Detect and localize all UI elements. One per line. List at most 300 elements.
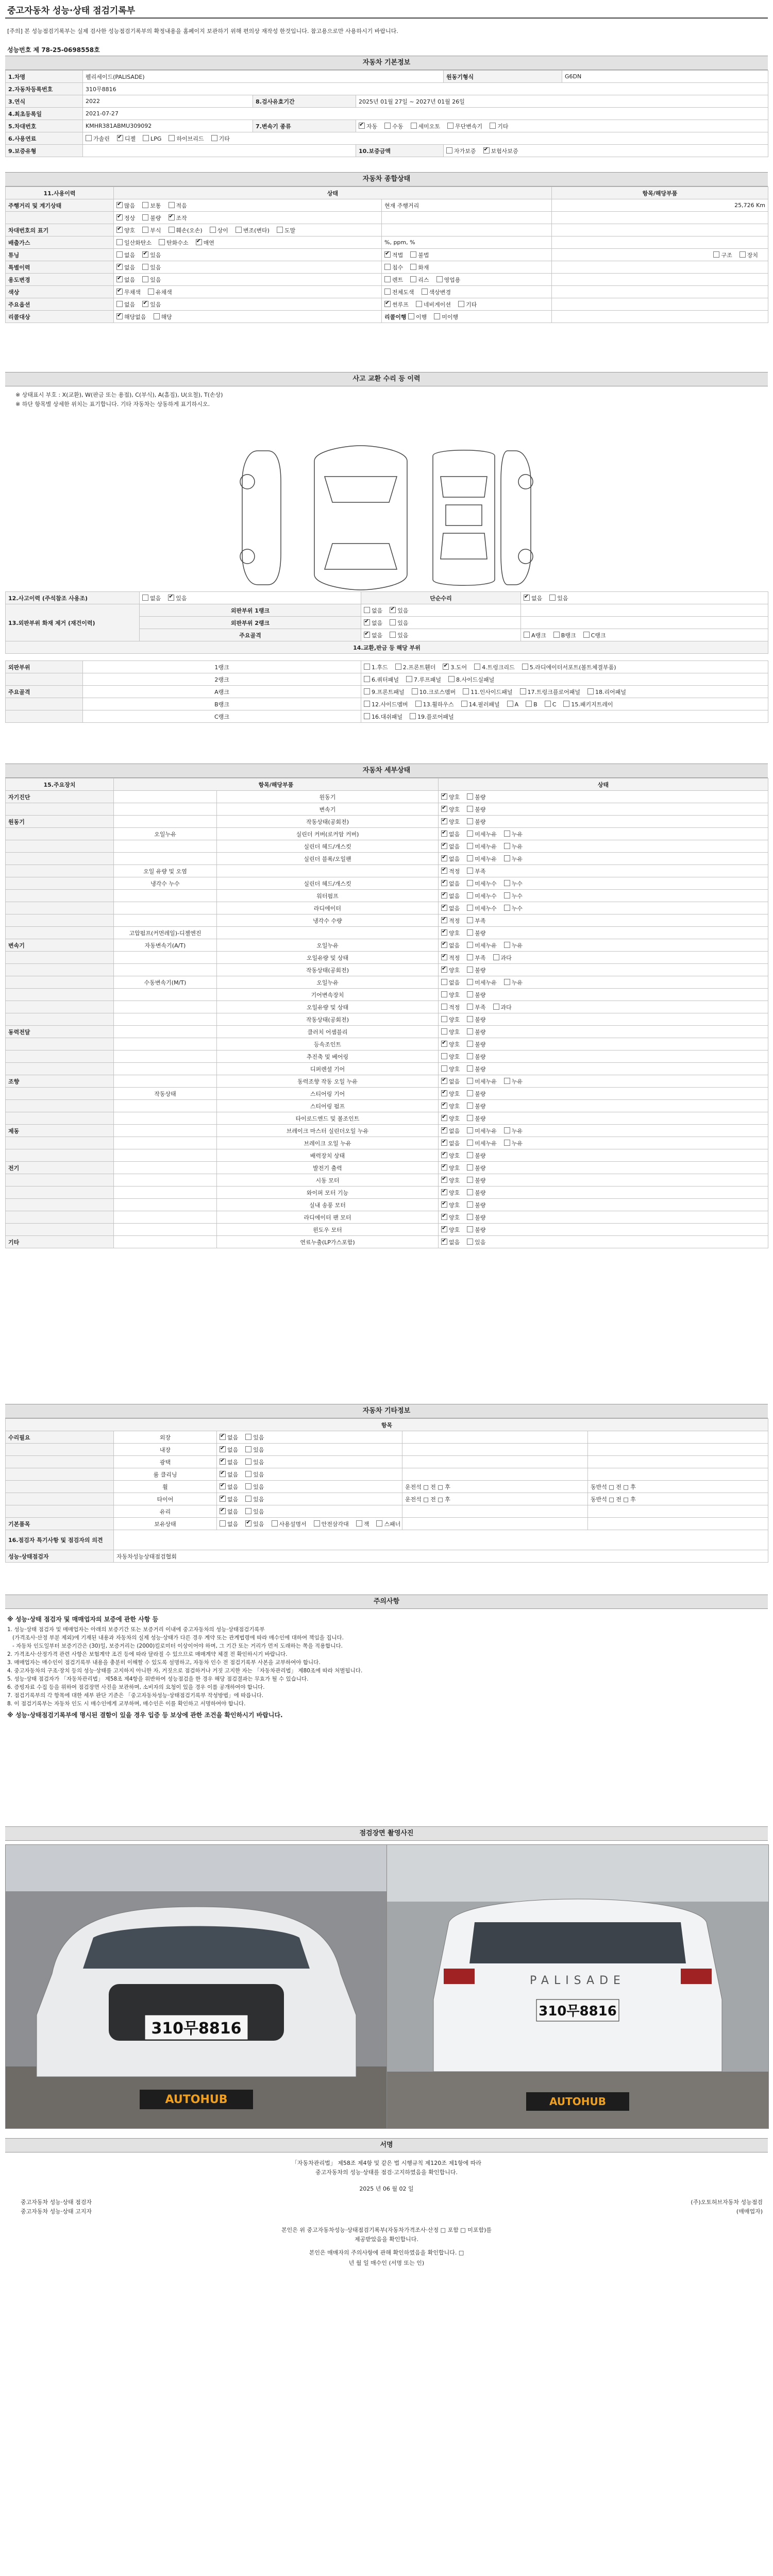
checkbox-icon[interactable] [410, 713, 416, 719]
checkbox-icon[interactable] [493, 954, 499, 960]
option[interactable] [441, 966, 460, 974]
option[interactable] [520, 688, 581, 696]
option[interactable] [441, 1028, 460, 1036]
option[interactable] [395, 663, 436, 671]
checkbox-icon[interactable] [364, 688, 370, 694]
option[interactable] [467, 1139, 497, 1147]
option[interactable] [441, 954, 460, 962]
checkbox-icon[interactable] [483, 147, 490, 154]
checkbox-icon[interactable] [410, 264, 416, 270]
checkbox-icon[interactable] [245, 1446, 251, 1452]
option[interactable] [441, 1077, 460, 1086]
checkbox-icon[interactable] [441, 1177, 447, 1183]
option[interactable] [493, 954, 512, 962]
option[interactable] [116, 263, 135, 272]
checkbox-icon[interactable] [384, 289, 391, 295]
checkbox-icon[interactable] [441, 868, 447, 874]
checkbox-icon[interactable] [507, 701, 513, 707]
option[interactable] [364, 619, 382, 627]
checkbox-icon[interactable] [467, 1028, 473, 1035]
checkbox-icon[interactable] [467, 892, 473, 899]
option[interactable] [467, 867, 485, 875]
checkbox-icon[interactable] [441, 929, 447, 936]
checkbox-icon[interactable] [142, 202, 148, 208]
option[interactable] [314, 1520, 349, 1528]
checkbox-icon[interactable] [116, 202, 123, 208]
option[interactable] [446, 147, 476, 155]
checkbox-icon[interactable] [504, 1078, 510, 1084]
checkbox-icon[interactable] [220, 1496, 226, 1502]
checkbox-icon[interactable] [210, 227, 216, 233]
checkbox-icon[interactable] [467, 1103, 473, 1109]
checkbox-icon[interactable] [411, 123, 417, 129]
option[interactable] [434, 313, 458, 321]
option[interactable] [142, 214, 161, 222]
option[interactable] [359, 122, 377, 130]
checkbox-icon[interactable] [159, 239, 165, 245]
option[interactable] [441, 1226, 460, 1234]
option[interactable] [507, 701, 519, 708]
option[interactable] [422, 288, 451, 296]
option[interactable] [467, 1003, 485, 1011]
checkbox-icon[interactable] [504, 1127, 510, 1133]
option[interactable] [211, 134, 230, 143]
checkbox-icon[interactable] [116, 264, 123, 270]
checkbox-icon[interactable] [272, 1520, 278, 1527]
option[interactable] [364, 700, 408, 708]
option[interactable] [461, 700, 500, 708]
option[interactable] [441, 1003, 460, 1011]
option[interactable] [116, 214, 135, 222]
option[interactable] [245, 1433, 264, 1442]
option[interactable] [504, 830, 523, 838]
checkbox-icon[interactable] [441, 818, 447, 824]
checkbox-icon[interactable] [467, 1164, 473, 1171]
checkbox-icon[interactable] [520, 688, 526, 694]
option[interactable] [245, 1507, 264, 1516]
checkbox-icon[interactable] [467, 917, 473, 923]
option[interactable] [504, 892, 523, 900]
option[interactable] [441, 904, 460, 912]
checkbox-icon[interactable] [376, 1520, 382, 1527]
checkbox-icon[interactable] [474, 664, 480, 670]
checkbox-icon[interactable] [467, 1090, 473, 1096]
option[interactable] [154, 313, 172, 321]
checkbox-icon[interactable] [504, 979, 510, 985]
option[interactable] [376, 1520, 400, 1528]
checkbox-icon[interactable] [116, 289, 123, 295]
checkbox-icon[interactable] [504, 855, 510, 861]
option[interactable] [467, 954, 485, 962]
option[interactable] [412, 688, 456, 696]
option[interactable] [116, 313, 146, 321]
checkbox-icon[interactable] [553, 632, 560, 638]
option[interactable] [364, 675, 399, 684]
checkbox-icon[interactable] [441, 793, 447, 800]
checkbox-icon[interactable] [169, 227, 175, 233]
checkbox-icon[interactable] [441, 1115, 447, 1121]
option[interactable] [143, 135, 161, 142]
option[interactable] [441, 1015, 460, 1024]
checkbox-icon[interactable] [441, 967, 447, 973]
checkbox-icon[interactable] [467, 1127, 473, 1133]
option[interactable] [504, 1127, 523, 1135]
checkbox-icon[interactable] [441, 1239, 447, 1245]
option[interactable] [384, 263, 403, 272]
option[interactable] [86, 134, 110, 143]
checkbox-icon[interactable] [467, 954, 473, 960]
checkbox-icon[interactable] [356, 1520, 362, 1527]
option[interactable] [410, 276, 429, 284]
checkbox-icon[interactable] [441, 1004, 447, 1010]
option[interactable] [390, 606, 408, 615]
checkbox-icon[interactable] [441, 855, 447, 861]
checkbox-icon[interactable] [467, 1201, 473, 1208]
option[interactable] [220, 1495, 238, 1503]
option[interactable] [504, 978, 523, 987]
option[interactable] [220, 1458, 238, 1466]
buyer-sign-line[interactable]: 년 월 일 매수인 (서명 또는 인) [348, 2260, 425, 2266]
option[interactable] [196, 239, 214, 247]
checkbox-icon[interactable] [467, 868, 473, 874]
option[interactable] [441, 978, 460, 987]
option[interactable] [441, 879, 460, 888]
checkbox-icon[interactable] [143, 135, 149, 141]
checkbox-icon[interactable] [408, 313, 414, 319]
option[interactable] [441, 929, 460, 937]
checkbox-icon[interactable] [441, 1041, 447, 1047]
checkbox-icon[interactable] [441, 1078, 447, 1084]
checkbox-icon[interactable] [245, 1471, 251, 1477]
option[interactable] [467, 1040, 485, 1048]
checkbox-icon[interactable] [441, 905, 447, 911]
checkbox-icon[interactable] [245, 1496, 251, 1502]
checkbox-icon[interactable] [583, 632, 590, 638]
option[interactable] [522, 663, 616, 671]
checkbox-icon[interactable] [245, 1508, 251, 1514]
checkbox-icon[interactable] [522, 664, 528, 670]
option[interactable] [447, 122, 482, 130]
option[interactable] [406, 675, 441, 684]
checkbox-icon[interactable] [412, 688, 418, 694]
checkbox-icon[interactable] [168, 595, 174, 601]
checkbox-icon[interactable] [441, 831, 447, 837]
option[interactable] [169, 201, 187, 210]
option[interactable] [467, 892, 497, 900]
checkbox-icon[interactable] [441, 979, 447, 985]
checkbox-icon[interactable] [245, 1459, 251, 1465]
checkbox-icon[interactable] [467, 843, 473, 849]
checkbox-icon[interactable] [169, 202, 175, 208]
option[interactable] [467, 830, 497, 838]
checkbox-icon[interactable] [142, 227, 148, 233]
checkbox-icon[interactable] [441, 991, 447, 997]
checkbox-icon[interactable] [220, 1434, 226, 1440]
option[interactable] [441, 1040, 460, 1048]
option[interactable] [441, 1238, 460, 1246]
option[interactable] [441, 1114, 460, 1123]
checkbox-icon[interactable] [467, 793, 473, 800]
checkbox-icon[interactable] [220, 1508, 226, 1514]
checkbox-icon[interactable] [169, 214, 175, 221]
option[interactable] [504, 1077, 523, 1086]
option[interactable] [467, 842, 497, 851]
option[interactable] [441, 855, 460, 863]
option[interactable] [384, 122, 403, 130]
option[interactable] [411, 122, 441, 130]
option[interactable] [467, 1151, 485, 1160]
checkbox-icon[interactable] [493, 1004, 499, 1010]
option[interactable] [443, 663, 467, 671]
option[interactable] [116, 251, 135, 259]
checkbox-icon[interactable] [467, 991, 473, 997]
option[interactable] [415, 700, 454, 708]
option[interactable] [384, 288, 414, 296]
option[interactable] [441, 830, 460, 838]
checkbox-icon[interactable] [142, 214, 148, 221]
option[interactable] [441, 842, 460, 851]
option[interactable] [220, 1483, 238, 1491]
option[interactable] [713, 251, 732, 259]
checkbox-icon[interactable] [384, 276, 391, 282]
option[interactable] [467, 1028, 485, 1036]
checkbox-icon[interactable] [384, 251, 391, 258]
checkbox-icon[interactable] [467, 929, 473, 936]
checkbox-icon[interactable] [467, 880, 473, 886]
option[interactable] [583, 631, 606, 639]
option[interactable] [168, 594, 187, 602]
option[interactable] [436, 276, 461, 284]
checkbox-icon[interactable] [196, 239, 202, 245]
option[interactable] [467, 929, 485, 937]
checkbox-icon[interactable] [441, 1028, 447, 1035]
option[interactable] [116, 239, 152, 247]
option[interactable] [467, 1189, 485, 1197]
checkbox-icon[interactable] [549, 595, 556, 601]
option[interactable] [384, 300, 409, 309]
checkbox-icon[interactable] [211, 135, 217, 141]
checkbox-icon[interactable] [526, 701, 532, 707]
option[interactable] [220, 1507, 238, 1516]
checkbox-icon[interactable] [563, 701, 569, 707]
option[interactable] [142, 276, 161, 284]
checkbox-icon[interactable] [441, 1016, 447, 1022]
checkbox-icon[interactable] [220, 1459, 226, 1465]
option[interactable] [467, 805, 485, 814]
option[interactable] [116, 300, 135, 309]
option[interactable] [467, 879, 497, 888]
option[interactable] [210, 226, 228, 234]
option[interactable] [467, 818, 485, 826]
checkbox-icon[interactable] [448, 676, 455, 682]
checkbox-icon[interactable] [364, 701, 370, 707]
option[interactable] [467, 1238, 485, 1246]
checkbox-icon[interactable] [390, 607, 396, 613]
checkbox-icon[interactable] [467, 1189, 473, 1195]
option[interactable] [563, 700, 613, 708]
checkbox-icon[interactable] [441, 1090, 447, 1096]
checkbox-icon[interactable] [364, 664, 370, 670]
option[interactable] [483, 147, 518, 155]
checkbox-icon[interactable] [364, 632, 370, 638]
option[interactable] [467, 904, 497, 912]
checkbox-icon[interactable] [116, 276, 123, 282]
option[interactable] [364, 663, 388, 671]
checkbox-icon[interactable] [740, 251, 746, 258]
option[interactable] [463, 688, 512, 696]
checkbox-icon[interactable] [504, 905, 510, 911]
option[interactable] [142, 300, 161, 309]
option[interactable] [220, 1446, 238, 1454]
checkbox-icon[interactable] [142, 264, 148, 270]
option[interactable] [169, 214, 187, 222]
checkbox-icon[interactable] [116, 239, 123, 245]
option[interactable] [467, 1065, 485, 1073]
option[interactable] [467, 1176, 485, 1184]
checkbox-icon[interactable] [467, 1115, 473, 1121]
checkbox-icon[interactable] [117, 135, 123, 141]
checkbox-icon[interactable] [441, 1053, 447, 1059]
option[interactable] [467, 1102, 485, 1110]
checkbox-icon[interactable] [467, 942, 473, 948]
checkbox-icon[interactable] [169, 135, 175, 141]
option[interactable] [117, 134, 136, 143]
option[interactable] [504, 879, 523, 888]
checkbox-icon[interactable] [441, 1189, 447, 1195]
option[interactable] [504, 1139, 523, 1147]
checkbox-icon[interactable] [441, 1152, 447, 1158]
option[interactable] [441, 1151, 460, 1160]
checkbox-icon[interactable] [220, 1483, 226, 1489]
option[interactable] [441, 1102, 460, 1110]
checkbox-icon[interactable] [142, 276, 148, 282]
option[interactable] [116, 201, 135, 210]
checkbox-icon[interactable] [467, 1140, 473, 1146]
option[interactable] [526, 701, 537, 708]
option[interactable] [364, 713, 402, 721]
checkbox-icon[interactable] [524, 632, 530, 638]
option[interactable] [467, 1226, 485, 1234]
option[interactable] [236, 226, 270, 234]
option[interactable] [467, 793, 485, 801]
checkbox-icon[interactable] [467, 1239, 473, 1245]
checkbox-icon[interactable] [148, 289, 154, 295]
option[interactable] [467, 966, 485, 974]
checkbox-icon[interactable] [384, 123, 391, 129]
checkbox-icon[interactable] [116, 301, 123, 307]
checkbox-icon[interactable] [236, 227, 242, 233]
checkbox-icon[interactable] [443, 664, 449, 670]
option[interactable] [441, 1090, 460, 1098]
option[interactable] [142, 594, 161, 602]
option[interactable] [410, 251, 429, 259]
checkbox-icon[interactable] [467, 1177, 473, 1183]
option[interactable] [467, 855, 497, 863]
option[interactable] [116, 226, 135, 234]
option[interactable] [272, 1520, 307, 1528]
checkbox-icon[interactable] [364, 607, 370, 613]
checkbox-icon[interactable] [434, 313, 440, 319]
checkbox-icon[interactable] [467, 1016, 473, 1022]
option[interactable] [553, 631, 576, 639]
option[interactable] [116, 288, 141, 296]
checkbox-icon[interactable] [461, 701, 467, 707]
option[interactable] [467, 1090, 485, 1098]
option[interactable] [384, 276, 403, 284]
option[interactable] [441, 1213, 460, 1222]
option[interactable] [364, 606, 382, 615]
checkbox-icon[interactable] [467, 1004, 473, 1010]
checkbox-icon[interactable] [142, 595, 148, 601]
checkbox-icon[interactable] [441, 1214, 447, 1220]
option[interactable] [441, 805, 460, 814]
option[interactable] [142, 251, 161, 259]
checkbox-icon[interactable] [314, 1520, 320, 1527]
checkbox-icon[interactable] [490, 123, 496, 129]
checkbox-icon[interactable] [441, 1065, 447, 1072]
checkbox-icon[interactable] [116, 313, 123, 319]
option[interactable] [384, 251, 403, 259]
checkbox-icon[interactable] [467, 1041, 473, 1047]
option[interactable] [740, 251, 758, 259]
checkbox-icon[interactable] [446, 147, 452, 154]
checkbox-icon[interactable] [245, 1483, 251, 1489]
checkbox-icon[interactable] [458, 301, 464, 307]
option[interactable] [524, 594, 542, 602]
checkbox-icon[interactable] [467, 1152, 473, 1158]
checkbox-icon[interactable] [390, 619, 396, 625]
option[interactable] [504, 941, 523, 950]
checkbox-icon[interactable] [467, 1065, 473, 1072]
option[interactable] [545, 701, 557, 708]
checkbox-icon[interactable] [441, 1140, 447, 1146]
checkbox-icon[interactable] [142, 301, 148, 307]
option[interactable] [504, 842, 523, 851]
option[interactable] [220, 1433, 238, 1442]
option[interactable] [467, 1053, 485, 1061]
option[interactable] [245, 1483, 264, 1491]
option[interactable] [277, 226, 295, 234]
checkbox-icon[interactable] [467, 967, 473, 973]
checkbox-icon[interactable] [422, 289, 428, 295]
checkbox-icon[interactable] [441, 917, 447, 923]
checkbox-icon[interactable] [395, 664, 401, 670]
checkbox-icon[interactable] [467, 905, 473, 911]
checkbox-icon[interactable] [277, 227, 283, 233]
option[interactable] [467, 1127, 497, 1135]
checkbox-icon[interactable] [390, 632, 396, 638]
option[interactable] [441, 892, 460, 900]
option[interactable] [410, 263, 429, 272]
option[interactable] [441, 818, 460, 826]
option[interactable] [504, 904, 523, 912]
checkbox-icon[interactable] [220, 1520, 226, 1527]
option[interactable] [493, 1003, 512, 1011]
option[interactable] [142, 263, 161, 272]
option[interactable] [467, 1114, 485, 1123]
option[interactable] [364, 688, 405, 696]
option[interactable] [441, 793, 460, 801]
checkbox-icon[interactable] [384, 301, 391, 307]
option[interactable] [441, 1176, 460, 1184]
checkbox-icon[interactable] [467, 1053, 473, 1059]
checkbox-icon[interactable] [245, 1520, 251, 1527]
option[interactable] [169, 226, 203, 234]
checkbox-icon[interactable] [410, 276, 416, 282]
checkbox-icon[interactable] [441, 954, 447, 960]
option[interactable] [549, 594, 568, 602]
option[interactable] [245, 1458, 264, 1466]
